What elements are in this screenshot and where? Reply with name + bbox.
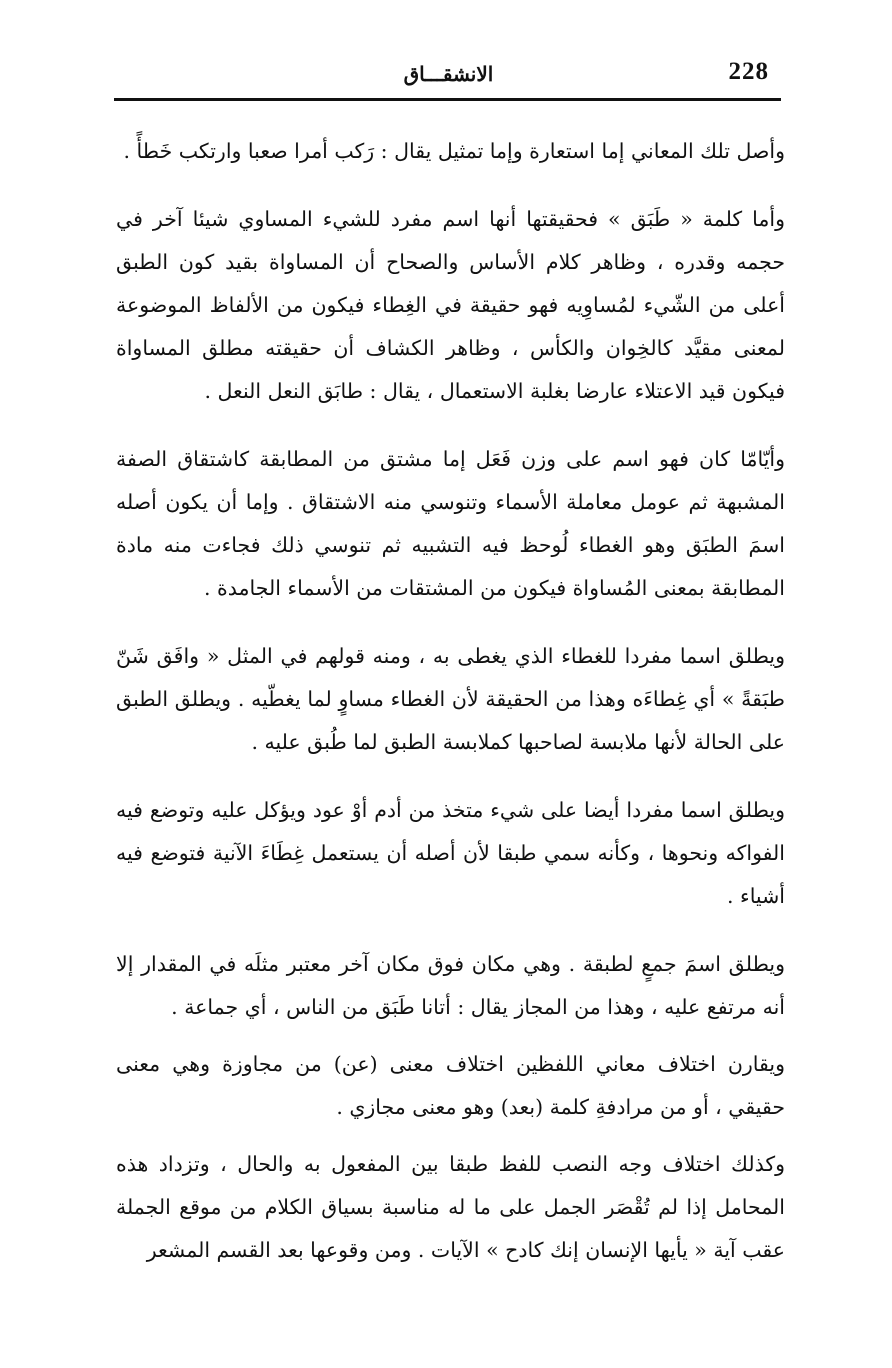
header-rule [114, 98, 781, 101]
page-body [116, 130, 785, 1297]
paragraph: وكذلك اختلاف وجه النصب للفظ طبقا بين المفعول به والحال ، وتزداد هذه المحامل إذا لم تُقْصَر الجمل على ما له مناسبة بسياق الكلام من موقع الجملة عقب آية « يأيها الإنسان إنك كادح » الآيات . ومن وقوعها بعد القسم المشعر [116, 1152, 785, 1262]
paragraph: ويطلق اسما مفردا أيضا على شيء متخذ من أدم أوْ عود ويؤكل عليه وتوضع فيه الفواكه ونحوها ، وكأنه سمي طبقا لأن أصله أن يستعمل غِطَاءَ الآنية فتوضع فيه أشياء . [116, 798, 785, 908]
paragraph: ويقارن اختلاف معاني اللفظين اختلاف معنى (عن) من مجاوزة وهي معنى حقيقي ، أو من مرادفةِ كلمة (بعد) وهو معنى مجازي . [116, 1052, 785, 1119]
page-number: 228 [728, 58, 769, 85]
paragraph: وأصل تلك المعاني إما استعارة وإما تمثيل يقال : رَكب أمرا صعبا وارتكب خَطأً . [123, 139, 785, 163]
running-title: الانشقـــاق [403, 62, 494, 86]
paragraph: وأما كلمة « طَبَق » فحقيقتها أنها اسم مفرد للشيء المساوي شيئا آخر في حجمه وقدره ، وظاهر كلام الأساس والصحاح أن المساواة بقيد كون الطبق أعلى من الشّيء لمُساوِيه فهو حقيقة في الغِطاء فيكون من الألفاظ الموضوعة لمعنى مقيَّد كالخِوان والكأس ، وظاهر الكشاف أن حقيقته مطلق المساواة فيكون قيد الاعتلاء عارضا بغلبة الاستعمال ، يقال : طابَق النعل النعل . [116, 207, 785, 403]
paragraph: وأيّامّا كان فهو اسم على وزن فَعَل إما مشتق من المطابقة كاشتقاق الصفة المشبهة ثم عومل معاملة الأسماء وتنوسي منه الاشتقاق . وإما أن يكون أصله اسمَ الطبَق وهو الغطاء لُوحظ فيه التشبيه ثم تنوسي ذلك فجاءت منه مادة المطابقة بمعنى المُساواة فيكون من المشتقات من الأسماء الجامدة . [116, 447, 785, 600]
page-header [116, 56, 781, 96]
paragraph: ويطلق اسمَ جمعٍ لطبقة . وهي مكان فوق مكان آخر معتبر مثلَه في المقدار إلا أنه مرتفع عليه ، وهذا من المجاز يقال : أتانا طَبَق من الناس ، أي جماعة . [116, 952, 785, 1019]
paragraph: ويطلق اسما مفردا للغطاء الذي يغطى به ، ومنه قولهم في المثل « وافَق شَنّ طبَقةً » أي غِطاءَه وهذا من الحقيقة لأن الغطاء مساوٍ لما يغطّيه . ويطلق الطبق على الحالة لأنها ملابسة لصاحبها كملابسة الطبق لما طُبق عليه . [116, 644, 785, 754]
